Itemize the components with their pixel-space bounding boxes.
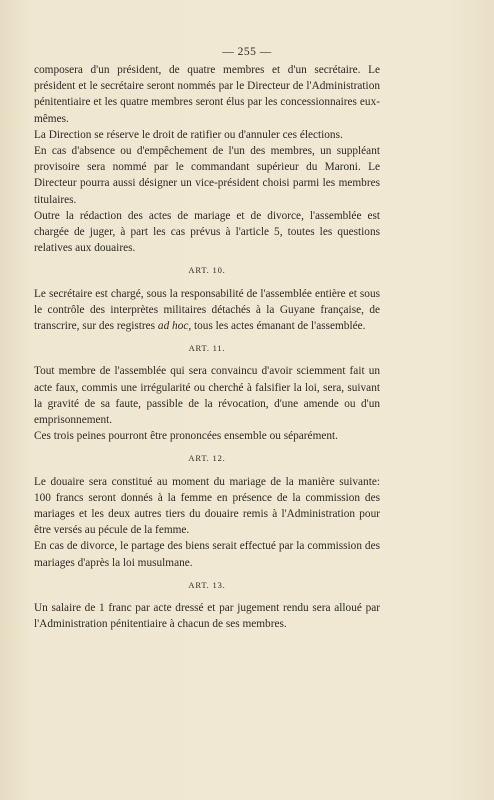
paragraph: En cas d'absence ou d'empêchement de l'un des membres, un suppléant provisoire sera nommé par le commandant supérieur du Maroni. Le Directeur pourra aussi désigner un vice-président choisi parmi les membres titulaires. [34,145,380,206]
paragraph: Le douaire sera constitué au moment du mariage de la manière suivante: 100 francs seront donnés à la femme en présence de la commission des mariages et les deux autres tiers du douaire remis à l'Administration pour être versés au pécule de la femme. [34,475,380,537]
article-heading: ART. 13. [188,579,226,590]
paragraph: composera d'un président, de quatre membres et d'un secrétaire. Le président et le secrétaire seront nommés par le Directeur de l'Administration pénitentiaire et les quatre membres seront élus par les concessionnaires eux-mêmes. [34,64,380,125]
paragraph: En cas de divorce, le partage des biens serait effectué par la commission des mariages d'après la loi musulmane. [34,540,380,569]
article-heading: ART. 12. [188,453,226,464]
paragraph: Un salaire de 1 franc par acte dressé et par jugement rendu sera alloué par l'Administration pénitentiaire à chacun de ses membres. [34,602,380,631]
paragraph: La Direction se réserve le droit de ratifier ou d'annuler ces élections. [34,128,343,141]
paragraph [34,286,380,335]
page-number: — 255 — [222,46,272,58]
article-heading: ART. 11. [188,343,226,354]
paragraph: Tout membre de l'assemblée qui sera convaincu d'avoir sciemment fait un acte faux, commis une irrégularité ou cherché à falsifier la loi, sera, suivant la gravité de sa faute, passible de la révocation, d'une amende ou d'un emprisonnement. [34,365,380,427]
paragraph: Outre la rédaction des actes de mariage et de divorce, l'assemblée est chargée de juger, à part les cas prévus à l'article 5, toutes les questions relatives aux douaires. [34,209,380,255]
document-body [34,62,380,633]
article-heading: ART. 10. [188,265,226,276]
paragraph-text: Le secrétaire est chargé, sous la responsabilité de l'assemblée entière et sous le contrôle des interprètes militaires détachés à la Guyane française, de transcrire, sur des registres [34,287,380,333]
paragraph-text: , tous les actes émanant de l'assemblée. [188,320,366,333]
italic-text: ad hoc [157,320,189,333]
paragraph: Ces trois peines pourront être prononcées ensemble ou séparément. [34,430,338,443]
